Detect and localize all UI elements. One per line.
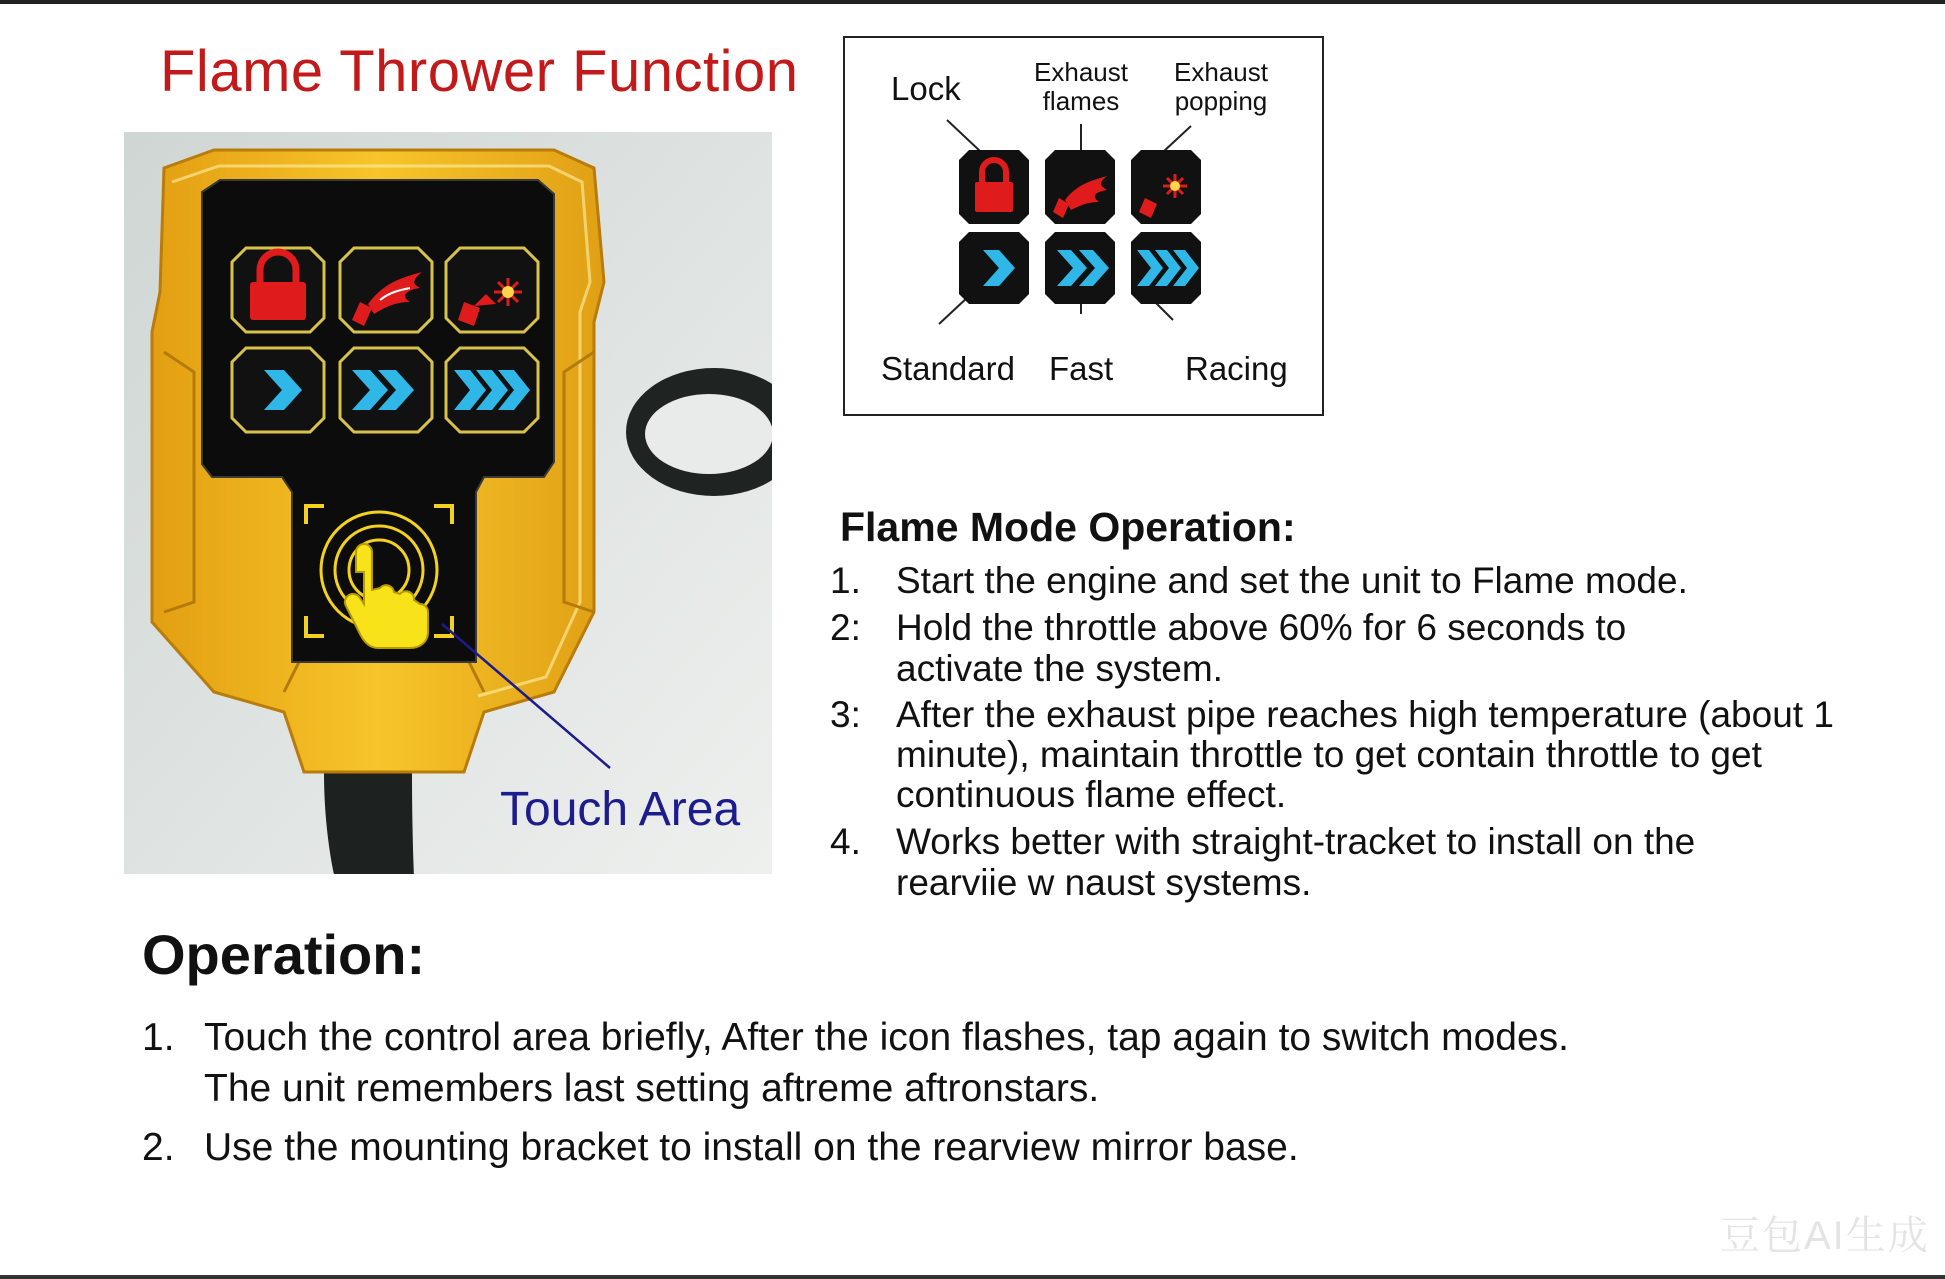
list-item: [142, 1012, 1902, 1114]
list-item-text: Use the mounting bracket to install on the rearview mirror base.: [204, 1126, 1299, 1169]
legend-lock-label: Lock: [891, 70, 961, 107]
legend-exhaust-popping-line2: popping: [1174, 86, 1268, 116]
device-exhaust-flames-button: [340, 248, 432, 332]
legend-exhaust-popping-label: [1165, 58, 1277, 116]
legend-lock-icon: [959, 150, 1029, 224]
list-item-text: Works better with straight-tracket to install on the rearviie w naust systems.: [896, 821, 1696, 903]
device-racing-button: [446, 348, 538, 432]
legend-fast-icon: [1045, 232, 1115, 304]
legend-exhaust-flames-label: [1025, 58, 1137, 116]
legend-exhaust-flames-line1: Exhaust: [1034, 57, 1128, 87]
page-title: Flame Thrower Function: [160, 39, 799, 104]
device-fast-button: [340, 348, 432, 432]
list-item: [830, 821, 1910, 903]
list-item: [830, 607, 1910, 689]
device-lock-button: [232, 248, 324, 332]
list-item-text: After the exhaust pipe reaches high temperature (about 1 minute), maintain throttle to get contain throttle to get continuous flame effect.: [896, 694, 1834, 815]
legend-fast-label: Fast: [1049, 350, 1114, 387]
list-item-number: 1.: [142, 1016, 175, 1059]
flame-mode-list: [830, 560, 1910, 909]
list-item-line: Touch the control area briefly, After the icon flashes, tap again to switch modes.: [204, 1016, 1570, 1059]
operation-heading: Operation:: [142, 923, 426, 986]
icon-legend-box: [843, 36, 1324, 416]
list-item-number: 3:: [830, 694, 861, 735]
list-item-number: 1.: [830, 560, 861, 601]
flame-mode-heading: Flame Mode Operation:: [840, 504, 1296, 550]
list-item-text: Hold the throttle above 60% for 6 seconds to activate the system.: [896, 607, 1627, 689]
device-exhaust-popping-button: [446, 248, 538, 332]
list-item-number: 2.: [142, 1126, 175, 1169]
list-item-number: 4.: [830, 821, 861, 862]
legend-racing-icon: [1131, 232, 1201, 304]
legend-exhaust-popping-line1: Exhaust: [1174, 57, 1268, 87]
legend-racing-label: Racing: [1185, 350, 1288, 387]
list-item: [830, 695, 1910, 815]
list-item: [142, 1122, 1902, 1173]
list-item: [830, 560, 1910, 601]
list-item-number: 2:: [830, 607, 861, 648]
operation-list: [142, 1012, 1902, 1181]
legend-standard-icon: [959, 232, 1029, 304]
list-item-text: Start the engine and set the unit to Flame mode.: [896, 560, 1688, 601]
legend-standard-label: Standard: [881, 350, 1015, 387]
watermark: 豆包AI生成: [1720, 1214, 1930, 1258]
touch-area-label: Touch Area: [500, 783, 741, 836]
list-item-line: The unit remembers last setting aftreme aftronstars.: [204, 1067, 1100, 1110]
list-item-text: [204, 1012, 1902, 1114]
legend-exhaust-flames-icon: [1045, 150, 1115, 224]
remote-device-illustration: [124, 132, 772, 874]
legend-exhaust-flames-line2: flames: [1042, 86, 1120, 116]
legend-exhaust-popping-icon: [1131, 150, 1201, 224]
device-standard-button: [232, 348, 324, 432]
